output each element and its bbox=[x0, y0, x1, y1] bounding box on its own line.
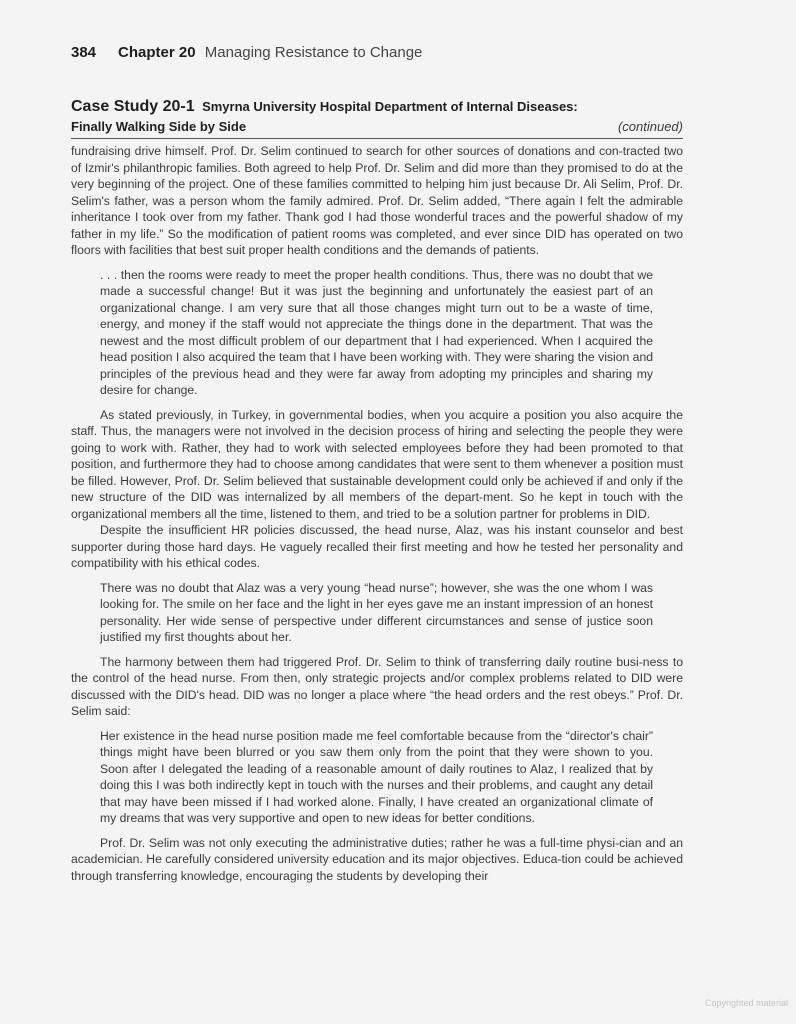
chapter-label: Chapter 20 bbox=[118, 44, 196, 61]
case-name: Smyrna University Hospital Department of Internal Diseases: bbox=[202, 99, 578, 114]
block-quote-1: . . . then the rooms were ready to meet the proper health conditions. Thus, there was no doubt that we made a successful change! But it was just the beginning and unfortunately the easiest part of an organizational change. I am very sure that all those changes might turn out to be a waste of time, energy, and money if the staff would not appreciate the things done in the department. That was the newest and the most difficult problem of our department that I had experienced. When I acquired the head position I also acquired the team that I have been working with. They were sharing the vision and principles of the previous head and they were far away from adopting my principles and sharing my desire for change. bbox=[100, 267, 653, 397]
case-subtitle-row bbox=[71, 119, 683, 134]
paragraph-3: Despite the insufficient HR policies discussed, the head nurse, Alaz, was his instant counselor and best supporter during those hard days. He vaguely recalled their first meeting and how he tested her personality and compatibility with his ethical codes. bbox=[71, 523, 683, 570]
chapter-title: Managing Resistance to Change bbox=[204, 44, 423, 61]
case-study-header bbox=[71, 98, 683, 139]
body-text bbox=[71, 143, 683, 884]
case-title-row bbox=[71, 98, 683, 116]
running-head bbox=[71, 44, 422, 61]
case-number: Case Study 20-1 bbox=[71, 98, 195, 115]
paragraph-5: Prof. Dr. Selim was not only executing the administrative duties; rather he was a full-time physi-cian and an academician. He carefully considered university education and its major objectives. Educa-tion could be achieved through transferring knowledge, encouraging the students by developing their bbox=[71, 835, 683, 883]
block-quote-2: There was no doubt that Alaz was a very young “head nurse”; however, she was the one whom I was looking for. The smile on her face and the light in her eyes gave me an instant impression of an honest personality. Her wide sense of perspective under different circumstances and sense of justice soon justified my first thoughts about her. bbox=[100, 580, 653, 644]
paragraph-2: As stated previously, in Turkey, in governmental bodies, when you acquire a position you also acquire the staff. Thus, the managers were not involved in the decision process of hiring and selecting the people they were going to work with. Rather, they had to work with selected employees before they had been promoted to that position, and furthermore they had to choose among candidates that were sent to them whenever a position must be filled. However, Prof. Dr. Selim believed that sustainable development could only be achieved if and only if the new structure of the DID was internalized by all members of the depart-ment. So he kept in touch with the organizational members all the time, listened to them, and tried to be a solution partner for problems in DID. bbox=[71, 407, 683, 521]
case-subtitle: Finally Walking Side by Side bbox=[71, 119, 247, 134]
header-rule bbox=[71, 138, 683, 139]
page-number: 384 bbox=[71, 44, 97, 61]
continued-label: (continued) bbox=[617, 119, 683, 134]
paragraph-1: fundraising drive himself. Prof. Dr. Selim continued to search for other sources of donations and con-tracted two of Izmir's philanthropic families. Both agreed to help Prof. Dr. Selim and did more than they promised to do at the very beginning of the project. One of these families committed to helping him just because Dr. Ali Selim, Prof. Dr. Selim's father, was a person whom the family admired. Prof. Dr. Selim added, “There again I felt the admirable inheritance I took over from my father. Thank god I had those wonderful traces and the powerful shadow of my father in my life.” So the modification of patient rooms was completed, and ever since DID has operated on two floors with facilities that best suit proper health conditions and the demands of patients. bbox=[71, 144, 683, 257]
copyright-watermark: Copyrighted material bbox=[704, 998, 788, 1008]
paragraph-4: The harmony between them had triggered Prof. Dr. Selim to think of transferring daily routine busi-ness to the control of the head nurse. From then, only strategic projects and/or complex problems related to DID were discussed with the DID's head. DID was no longer a place where “the head orders and the rest obeys.” Prof. Dr. Selim said: bbox=[71, 654, 683, 718]
block-quote-3: Her existence in the head nurse position made me feel comfortable because from the “director's chair” things might have been blurred or you saw them only from the point that they were shown to you. Soon after I delegated the leading of a reasonable amount of daily routines to Alaz, I realized that by doing this I was both indirectly kept in touch with the nurses and their problems, and caught any detail that may have been missed if I had worked alone. Finally, I have created an organizational climate of my dreams that was very supportive and open to new ideas for better conditions. bbox=[100, 728, 653, 825]
